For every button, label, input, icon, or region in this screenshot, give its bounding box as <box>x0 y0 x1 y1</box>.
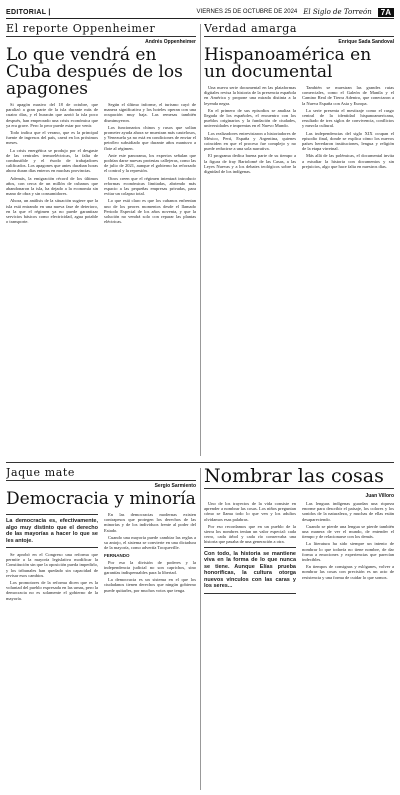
paragraph: Las independencias del siglo XIX ocupan el episodio final, donde se explica cómo los nuevos países heredaron instituciones, lengua y religión de la etapa virreinal. <box>302 130 394 152</box>
pull-quote: Con todo, la historia se mantiene viva en la forma de lo que nunca se tiene. Aunque Elías prueba honoríficas, la cultura otorga nuevos vínculos con las caras y los seres... <box>204 547 296 594</box>
header-right <box>197 8 394 17</box>
paragraph: Según el último informe, el turismo cayó de manera significativa y los hoteles operan con una ocupación muy baja. Las remesas también disminuyeron. <box>104 102 196 123</box>
newspaper-logo: El Siglo de Torreón <box>303 8 372 16</box>
paragraph: Ahora, un análisis de la situación sugiere que la isla está entrando en una nueva fase de deterioro, en la que el régimen ya no puede garantizar servicios básicos como electricidad, agua potable o transporte. <box>6 198 98 225</box>
paragraph: Se aprobó en el Congreso una reforma que permite a la mayoría legislativa modificar la Constitución sin que la oposición pueda impedirlo, y los tribunales han quedado sin capacidad de revisar esos cambios. <box>6 552 98 578</box>
page-header <box>6 6 394 19</box>
column-kicker: Jaque mate <box>6 466 196 481</box>
paragraph: También se muestran las grandes rutas comerciales, como el Galeón de Manila y el Camino Real de Tierra Adentro, que conectaron a la Nueva España con Asia y Europa. <box>302 85 394 106</box>
paragraph: La serie presenta el mestizaje como el rasgo central de la identidad hispanoamericana, resultado de tres siglos de convivencia, conflictos y mezcla cultural. <box>302 107 394 129</box>
subhead: FERNANDO <box>104 553 130 559</box>
paragraph: Si apagón masivo del 18 de octubre, que paralizó a gran parte de la isla durante más de cuatro días, y el huracán que azotó la isla poco después, han empeorado una crisis económica que ya era grave. Pero lo peor puede estar por venir. <box>6 102 98 128</box>
author-byline: Sergio Sarmiento <box>154 483 196 489</box>
author-byline: Juan Villoro <box>365 493 394 499</box>
paragraph: Los promotores de la reforma dicen que es la voluntad del pueblo expresada en las urnas, pero la democracia no es solamente el gobierno de la mayoría. <box>6 580 98 601</box>
paragraph: La literatura ha sido siempre un intento de nombrar lo que todavía no tiene nombre, de dar forma a emociones y experiencias que parecían indecibles. <box>302 541 394 563</box>
author-byline: Enrique Sada Sandoval <box>338 39 394 45</box>
column-kicker: Verdad amarga <box>204 22 394 37</box>
paragraph: Además, la emigración récord de los últimos años, con cerca de un millón de cubanos que abandonaron la isla, ha dejado a la economía sin mano de obra y sin consumidores. <box>6 175 98 197</box>
author-byline: Andrés Oppenheimer <box>145 39 196 45</box>
paragraph: La crisis energética se produjo por el desgaste de las centrales termoeléctricas, la falta de combustible y el éxodo de trabajadores calificados. Los apagones que antes duraban horas ahora duran días enteros en muchas provincias. <box>6 147 98 174</box>
article-headline: Hispanoamérica en un documental <box>204 45 372 82</box>
paragraph: Los realizadores entrevistaron a historiadores de México, Perú, España y Argentina, quienes coinciden en que el proceso fue complejo y no puede reducirse a una sola narrativa. <box>204 130 296 152</box>
paragraph: Cuando se pierde una lengua se pierde también una manera de ver el mundo, de entender el tiempo y de relacionarse con los demás. <box>302 523 394 540</box>
page-number: 7A <box>378 8 394 17</box>
paragraph: Las lenguas indígenas guardan una riqueza enorme para describir el paisaje, los colores y los sonidos de la naturaleza, y muchas de ellas están desapareciendo. <box>302 501 394 522</box>
article-body <box>6 102 196 226</box>
article-body <box>6 512 196 601</box>
column-kicker: El reporte Oppenheimer <box>6 22 196 37</box>
article-jaque-mate <box>6 466 196 791</box>
column-divider <box>200 468 201 790</box>
article-headline: Lo que vendrá en Cuba después de los apagones <box>6 45 183 99</box>
paragraph: Todo indica que el verano, que es la principal fuente de ingresos del país, caerá en los próximos meses. <box>6 130 98 146</box>
column-divider <box>200 24 201 456</box>
paragraph: Uno de los trayectos de la vida consiste en aprender a nombrar las cosas. Los niños preguntan cómo se llama todo lo que ven y los adultos olvidamos esas palabras. <box>204 501 296 522</box>
paragraph: Lo que está claro es que los cubanos enfrentan uno de los peores momentos desde el llamado Periodo Especial de los años noventa, y que la solución no vendrá solo con reparar las plantas eléctricas. <box>104 198 196 225</box>
paragraph: Por eso la división de poderes y la independencia judicial no son caprichos, sino garantías indispensables para la libertad. <box>104 559 196 576</box>
article-oppenheimer <box>6 22 196 458</box>
pull-quote: La democracia es, efectivamente, algo muy distinto que el derecho de las mayorías a hacer lo que se les antoje. <box>6 514 98 548</box>
paragraph: En tiempos de consignas y eslóganes, volver a nombrar las cosas con precisión es un acto de resistencia y una forma de cuidar lo que somos. <box>302 564 394 580</box>
article-verdad-amarga <box>204 22 394 458</box>
paragraph: Ante este panorama, los expertos señalan que podrían darse nuevas protestas callejeras, como las de julio de 2021, aunque el gobierno ha reforzado el control y la represión. <box>104 152 196 174</box>
paragraph: En las democracias modernas existen contrapesos que protegen los derechos de las minorías y de los individuos frente al poder del Estado. <box>104 512 196 533</box>
issue-date: VIERNES 25 DE OCTUBRE DE 2024 <box>196 9 298 15</box>
paragraph: Cuando una mayoría puede cambiar las reglas a su antojo, el sistema se convierte en una dictadura de la mayoría, como advertía Tocqueville. <box>104 534 196 551</box>
article-body <box>204 85 394 174</box>
section-divider <box>6 462 394 463</box>
paragraph: En el primero de sus episodios se analiza la llegada de los españoles, el encuentro con los pueblos originarios y la fundación de ciudades, universidades e imprentas en el Nuevo Mundo. <box>204 107 296 129</box>
paragraph: Una nueva serie documental en las plataformas digitales revisa la historia de la presencia española en América y propone una mirada distinta a la leyenda negra. <box>204 85 296 106</box>
article-nombrar-las-cosas <box>204 466 394 791</box>
article-headline: Nombrar las cosas <box>204 466 394 489</box>
paragraph: Los funcionarios chinos y rusos que solían prometer ayuda ahora se muestran más cautelosos, y Venezuela ya no está en condiciones de enviar el petróleo subsidiado que durante años mantuvo a flote al régimen. <box>104 124 196 151</box>
paragraph: La democracia es un sistema en el que los ciudadanos tienen derechos que ningún gobierno puede quitarles, por muchos votos que tenga. <box>104 577 196 593</box>
article-body <box>204 501 394 594</box>
article-headline: Democracia y minoría <box>6 489 196 509</box>
paragraph: Por eso recordamos que en un pueblo de la sierra los nombres tenían un valor especial: cada cerro, cada árbol y cada río conservaba una historia que pasaba de una generación a otra. <box>204 523 296 545</box>
paragraph: Otros creen que el régimen intentará introducir reformas económicas limitadas, abriendo más espacio a las pequeñas empresas privadas, para evitar un colapso total. <box>104 175 196 197</box>
paragraph: Más allá de las polémicas, el documental invita a estudiar la historia con documentos y sin prejuicios, algo que hace falta en nuestros días. <box>302 153 394 169</box>
paragraph: El programa dedica buena parte de su tiempo a la figura de fray Bartolomé de las Casas, a las Leyes Nuevas y a los debates teológicos sobre la dignidad de los indígenas. <box>204 153 296 175</box>
section-label: EDITORIAL | <box>6 8 51 16</box>
